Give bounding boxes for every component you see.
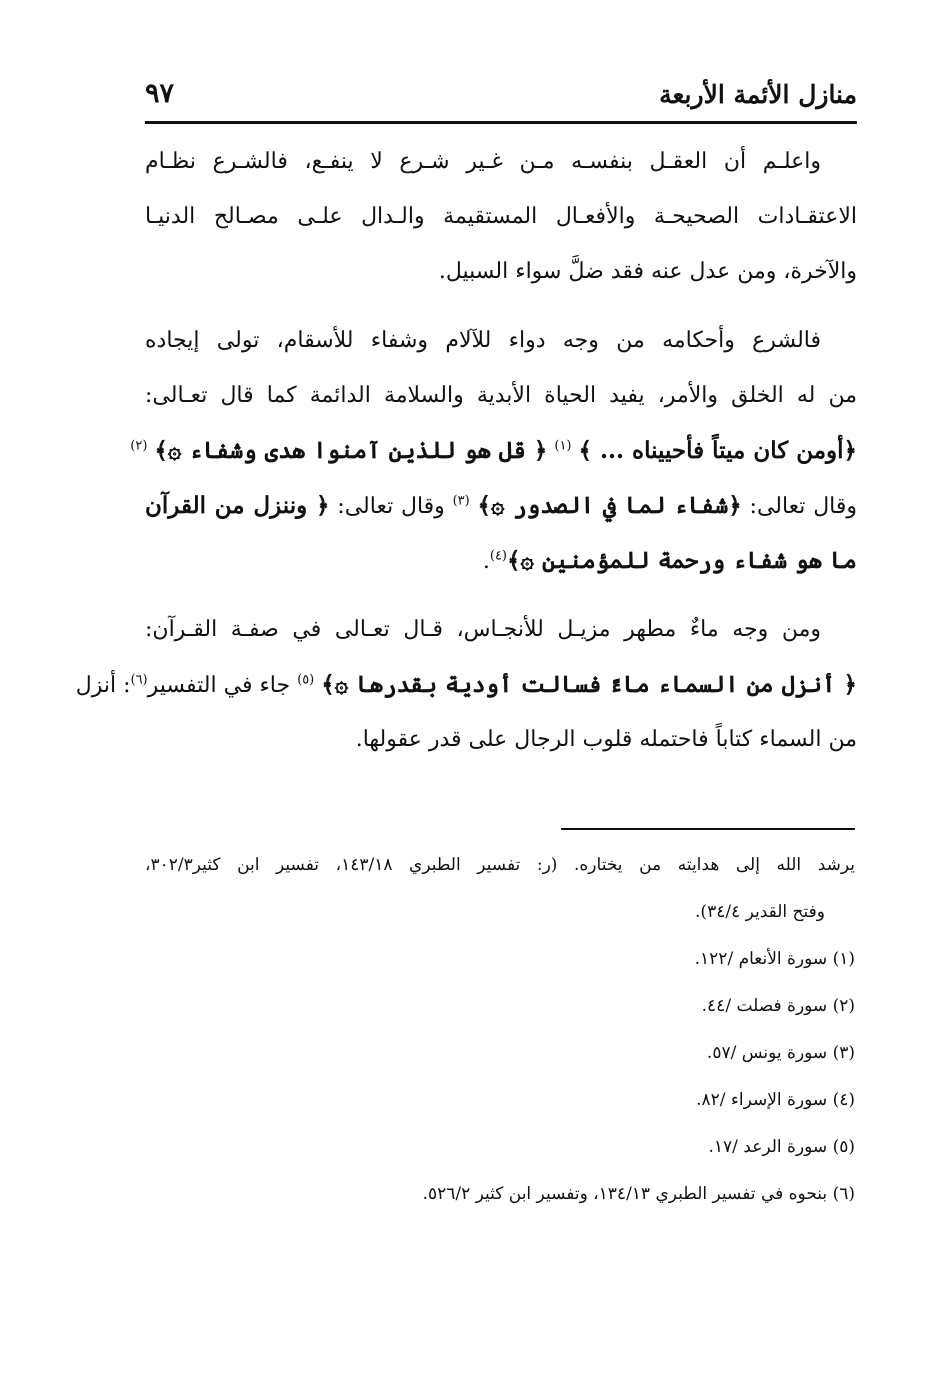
- quran-verse: ﴿ أنزل من السماء ماءً فسالت أودية بقدرها ۞﴾: [321, 671, 857, 698]
- footnote-rule: [561, 828, 855, 830]
- text-run: جاء في التفسير: [147, 673, 291, 698]
- text-line: فالشرع وأحكامه من وجه دواء للآلام وشفاء للأسقام، تولى إيجاده: [145, 328, 821, 353]
- paragraph-2: [130, 313, 858, 588]
- quran-verse: ﴿شفاء لما في الصدور ۞﴾: [477, 492, 742, 519]
- text-run: : أنزل: [75, 673, 131, 698]
- quran-verse: ﴿ وننزل من القرآن: [145, 492, 330, 519]
- footnote-ref: (٢): [130, 438, 148, 454]
- text-line: من له الخلق والأمر، يفيد الحياة الأبدية والسلامة الدائمة كما قال تعـالى:: [145, 383, 857, 408]
- text-line: من السماء كتاباً فاحتمله قلوب الرجال على قدر عقولها.: [355, 727, 857, 752]
- header-rule: [145, 121, 857, 124]
- main-text: [75, 134, 858, 767]
- footnote-item: (٢) سورة فصلت /٤٤.: [701, 996, 855, 1016]
- page-number: ٩٧: [145, 78, 175, 109]
- footnote-item: (٤) سورة الإسراء /٨٢.: [696, 1090, 855, 1110]
- footnote-ref: (٤): [489, 548, 507, 564]
- text-line: والآخرة، ومن عدل عنه فقد ضلَّ سواء السبيل.: [438, 259, 857, 284]
- paragraph-3: [75, 602, 857, 767]
- text-run: وقال تعالى:: [337, 494, 445, 519]
- text-line: [145, 478, 857, 533]
- footnote-ref: (٦): [130, 672, 148, 688]
- text-line: ومن وجه ماءٌ مطهر مزيـل للأنجـاس، قـال تعـالى في صفـة القـرآن:: [145, 617, 821, 642]
- footnote-ref: (١): [554, 438, 572, 454]
- text-line: الاعتقـادات الصحيحـة والأفعـال المستقيمة والـدال علـى مصـالح الدنيـا: [145, 204, 857, 229]
- footnote-ref: (٣): [452, 493, 470, 509]
- text-line: واعلـم أن العقـل بنفسـه مـن غـير شـرع لا ينفـع، فالشـرع نظـام: [145, 149, 821, 174]
- footnote-carryover: يرشد الله إلى هدايته من يختاره. (ر: تفسير الطبري ١٤٣/١٨، تفسير ابن كثير٣٠٢/٣،: [145, 855, 855, 875]
- footnote-item: (٦) بنحوه في تفسير الطبري ١٣٤/١٣، وتفسير ابن كثير ٥٢٦/٢.: [422, 1184, 855, 1204]
- footnote-item: (٥) سورة الرعد /١٧.: [708, 1137, 855, 1157]
- text-run: وقال تعالى:: [749, 494, 858, 519]
- footnotes: [145, 842, 855, 1218]
- quran-verse: ﴿ قل هو للذين آمنوا هدى وشفاء ۞﴾: [154, 437, 548, 464]
- paragraph-gap: [145, 588, 857, 602]
- text-line: [145, 533, 857, 588]
- footnote-item: (١) سورة الأنعام /١٢٢.: [694, 949, 855, 969]
- paragraph-gap: [145, 299, 857, 313]
- text-line: [130, 423, 857, 478]
- quran-verse: ما هو شفاء ورحمة للمؤمنين ۞﴾: [507, 547, 857, 574]
- text-run: .: [482, 549, 490, 574]
- footnote-item: (٣) سورة يونس /٥٧.: [706, 1043, 855, 1063]
- paragraph-1: [145, 134, 857, 299]
- footnote-carryover: وفتح القدير ٣٤/٤).: [695, 902, 825, 922]
- page-header: [145, 74, 857, 122]
- text-line: [75, 657, 857, 712]
- running-title: منازل الأئمة الأربعة: [659, 80, 857, 109]
- quran-verse: ﴿أومن كان ميتاً فأحييناه ... ﴾: [578, 437, 857, 464]
- footnote-ref: (٥): [297, 672, 315, 688]
